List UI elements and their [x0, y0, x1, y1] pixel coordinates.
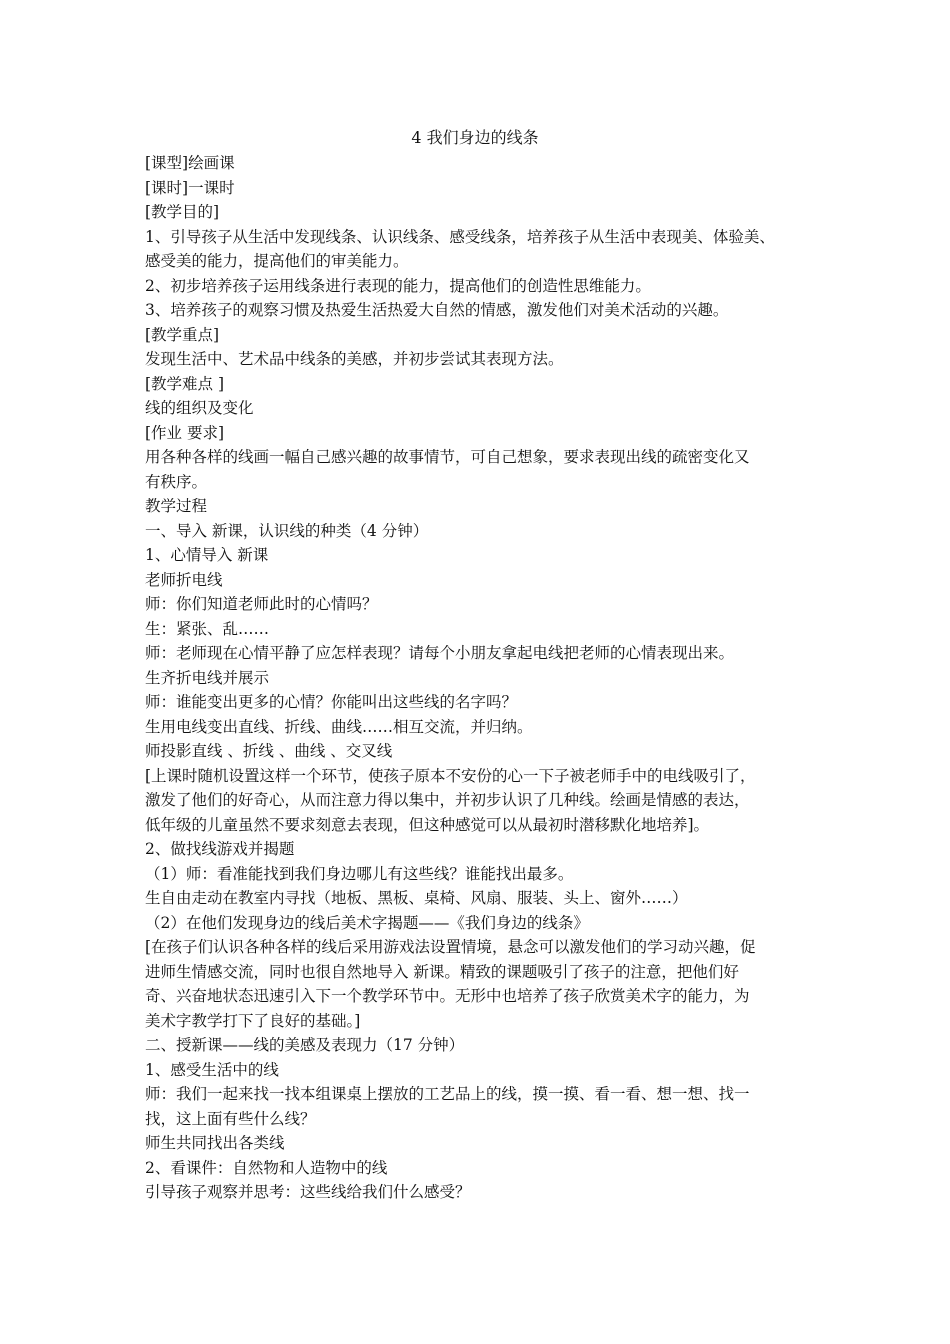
text-line: 1、引导孩子从生活中发现线条、认识线条、感受线条，培养孩子从生活中表现美、体验美、: [145, 227, 775, 246]
text-line: 师：我们一起来找一找本组课桌上摆放的工艺品上的线，摸一摸、看一看、想一想、找一: [145, 1085, 750, 1103]
text-line: [课型]绘画课: [145, 154, 235, 172]
text-line: 1、感受生活中的线: [145, 1060, 279, 1079]
text-line: 老师折电线: [145, 570, 223, 589]
text-line: 师生共同找出各类线: [145, 1134, 285, 1152]
text-line: [教学难点 ]: [145, 374, 225, 393]
text-line: 师：你们知道老师此时的心情吗？: [145, 595, 378, 613]
text-line: 师：老师现在心情平静了应怎样表现？请每个小朋友拿起电线把老师的心情表现出来。: [145, 644, 735, 662]
text-line: 进师生情感交流，同时也很自然地导入 新课。精致的课题吸引了孩子的注意，把他们好: [145, 962, 739, 981]
text-line: 二、授新课——线的美感及表现力（17 分钟）: [145, 1036, 465, 1054]
text-line: 奇、兴奋地状态迅速引入下一个教学环节中。无形中也培养了孩子欣赏美术字的能力，为: [145, 987, 750, 1005]
text-line: 感受美的能力，提高他们的审美能力。: [145, 252, 409, 270]
text-line: 一、导入 新课，认识线的种类（4 分钟）: [145, 521, 429, 540]
text-line: 发现生活中、艺术品中线条的美感，并初步尝试其表现方法。: [145, 350, 564, 368]
text-line: 生用电线变出直线、折线、曲线……相互交流，并归纳。: [145, 717, 533, 736]
text-line: 激发了他们的好奇心，从而注意力得以集中，并初步认识了几种线。绘画是情感的表达，: [145, 791, 750, 809]
text-line: 引导孩子观察并思考：这些线给我们什么感受？: [145, 1183, 471, 1201]
text-line: [在孩子们认识各种各样的线后采用游戏法设置情境，悬念可以激发他们的学习动兴趣，促: [145, 938, 756, 956]
text-line: 生自由走动在教室内寻找（地板、黑板、桌椅、风扇、服装、头上、窗外……）: [145, 889, 688, 907]
text-line: 2、初步培养孩子运用线条进行表现的能力，提高他们的创造性思维能力。: [145, 276, 651, 295]
text-line: [上课时随机设置这样一个环节，使孩子原本不安份的心一下子被老师手中的电线吸引了，: [145, 766, 756, 785]
text-line: 生：紧张、乱……: [145, 619, 270, 638]
text-line: [教学重点]: [145, 325, 220, 344]
text-line: 1、心情导入 新课: [145, 546, 269, 564]
text-line: 3、培养孩子的观察习惯及热爱生活热爱大自然的情感，激发他们对美术活动的兴趣。: [145, 301, 729, 319]
text-line: 生齐折电线并展示: [145, 668, 270, 687]
text-line: 美术字教学打下了良好的基础。]: [145, 1011, 361, 1030]
text-line: 2、做找线游戏并揭题: [145, 840, 295, 858]
text-line: 有秩序。: [145, 472, 208, 491]
text-line: 用各种各样的线画一幅自己感兴趣的故事情节，可自己想象，要求表现出线的疏密变化又: [145, 448, 750, 466]
document-title: 4 我们身边的线条: [411, 128, 539, 147]
text-line: 师投影直线 、折线 、曲线 、交叉线: [145, 742, 393, 760]
text-line: [课时]一课时: [145, 178, 235, 197]
text-line: 找，这上面有些什么线？: [145, 1109, 316, 1128]
document-body: [145, 151, 825, 1205]
text-line: [教学目的]: [145, 203, 220, 221]
text-line: （1）师：看准能找到我们身边哪儿有这些线？谁能找出最多。: [145, 864, 574, 883]
text-line: [作业 要求]: [145, 423, 225, 442]
text-line: （2）在他们发现身边的线后美术字揭题——《我们身边的线条》: [145, 913, 589, 932]
text-line: 教学过程: [145, 497, 208, 515]
text-line: 线的组织及变化: [145, 399, 254, 417]
text-line: 师：谁能变出更多的心情？你能叫出这些线的名字吗？: [145, 693, 518, 711]
text-line: 2、看课件：自然物和人造物中的线: [145, 1158, 388, 1177]
text-line: 低年级的儿童虽然不要求刻意去表现，但这种感觉可以从最初时潜移默化地培养]。: [145, 815, 710, 834]
